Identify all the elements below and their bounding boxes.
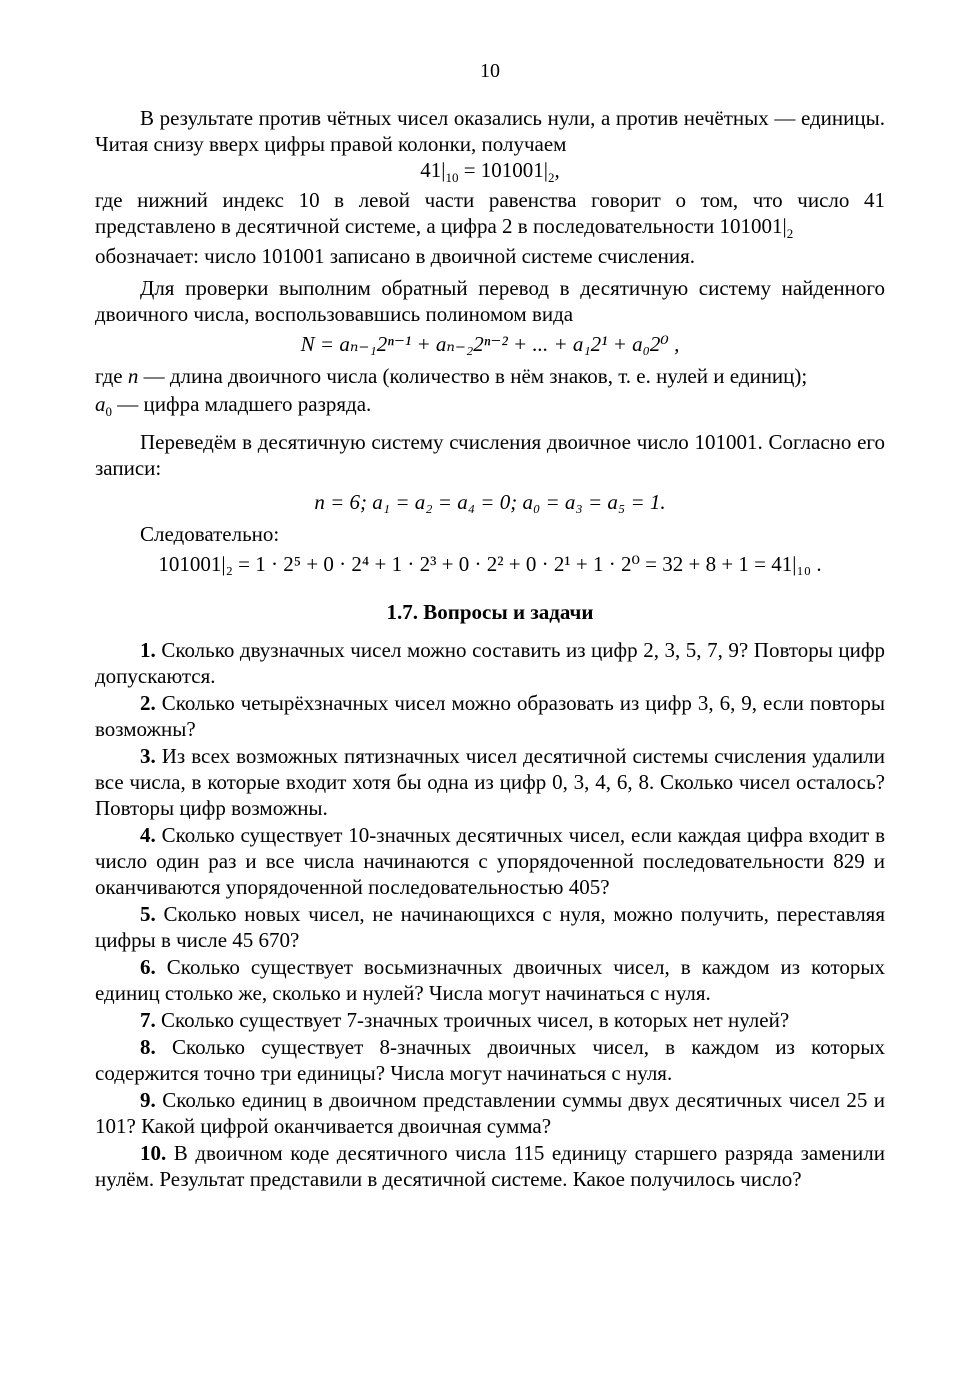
question-7 (95, 1007, 885, 1033)
paragraph-2b: обозначает: число 101001 записано в двоичной системе счисления. (95, 244, 696, 268)
question-text: В двоичном коде десятичного числа 115 единицу старшего разряда заменили нулём. Результат представили в десятичной системе. Какое получилось число? (95, 1141, 885, 1191)
paragraph-2 (95, 187, 885, 242)
paragraph-5: Переведём в десятичную систему счисления двоичное число 101001. Согласно его записи: (95, 430, 885, 480)
body-text (95, 105, 885, 1193)
para4-c: — цифра младшего разряда. (112, 392, 372, 416)
eq1-tail: , (554, 158, 560, 182)
question-text: Сколько двузначных чисел можно составить из цифр 2, 3, 5, 7, 9? Повторы цифр допускаются. (95, 638, 885, 688)
question-text: Сколько единиц в двоичном представлении суммы двух десятичных чисел 25 и 101? Какой цифрой оканчивается двоичная сумма? (95, 1088, 885, 1138)
question-8 (95, 1034, 885, 1086)
para4-b: — длина двоичного числа (количество в нём знаков, т. е. нулей и единиц); (138, 364, 808, 388)
formula-polynomial: N = aₙ₋₁2ⁿ⁻¹ + aₙ₋₂2ⁿ⁻² + ... + a₁2¹ + a₀2⁰ , (300, 332, 680, 356)
question-text: Сколько четырёхзначных чисел можно образовать из цифр 3, 6, 9, если повторы возможны? (95, 691, 885, 741)
equation-41 (95, 157, 885, 186)
formula-sum: 101001|₂ = 1 · 2⁵ + 0 · 2⁴ + 1 · 2³ + 0 · 2² + 0 · 2¹ + 1 · 2⁰ = 32 + 8 + 1 = 41|₁₀ . (158, 552, 822, 576)
question-text: Сколько новых чисел, не начинающихся с нуля, можно получить, переставляя цифры в числе 45 670? (95, 902, 885, 952)
question-6 (95, 954, 885, 1006)
para2-text: где нижний индекс 10 в левой части равенства говорит о том, что число 41 представлено в десятичной системе, а цифра 2 в последовательности 101001| (95, 188, 885, 238)
question-number: 7. (140, 1008, 156, 1032)
question-2 (95, 690, 885, 742)
question-number: 5. (140, 902, 156, 926)
question-5 (95, 901, 885, 953)
eq1-lhs: 41| (420, 158, 446, 182)
section-title: 1.7. Вопросы и задачи (386, 600, 594, 624)
question-number: 3. (140, 744, 156, 768)
question-text: Сколько существует 7-значных троичных чисел, в которых нет нулей? (161, 1008, 790, 1032)
question-3 (95, 743, 885, 821)
question-number: 4. (140, 823, 156, 847)
question-10 (95, 1140, 885, 1192)
paragraph-6: Следовательно: (140, 522, 280, 546)
para2-sub: 2 (786, 226, 794, 242)
question-number: 9. (140, 1088, 156, 1112)
question-number: 6. (140, 955, 156, 979)
page-number: 10 (480, 60, 500, 82)
eq1-rhs-sub: 2 (548, 170, 555, 186)
question-4 (95, 822, 885, 900)
question-text: Из всех возможных пятизначных чисел десятичной системы счисления удалили все числа, в которые входит хотя бы одна из цифр 0, 3, 4, 6, 8. Сколько чисел осталось? Повторы цифр возможны. (95, 744, 885, 820)
eq1-mid: = 101001| (458, 158, 549, 182)
question-number: 10. (140, 1141, 167, 1165)
paragraph-3: Для проверки выполним обратный перевод в десятичную систему найденного двоичного числа, воспользовавшись полиномом вида (95, 276, 885, 326)
questions-list (95, 637, 885, 1192)
question-number: 2. (140, 691, 156, 715)
question-text: Сколько существует 8-значных двоичных чисел, в каждом из которых содержится точно три единицы? Числа могут начинаться с нуля. (95, 1035, 886, 1085)
eq1-lhs-sub: 10 (445, 170, 459, 186)
question-number: 8. (140, 1035, 156, 1059)
question-text: Сколько существует восьмизначных двоичных чисел, в каждом из которых единиц столько же, сколько и нулей? Числа могут начинаться с нуля. (95, 955, 885, 1005)
para4-a0: a (95, 392, 106, 416)
paragraph-4c (95, 391, 885, 420)
paragraph-4 (95, 363, 885, 389)
question-number: 1. (140, 638, 156, 662)
para4-a0-sub: 0 (105, 404, 112, 420)
paragraph-1: В результате против чётных чисел оказались нули, а против нечётных — единицы. Читая снизу вверх цифры правой колонки, получаем (95, 106, 885, 156)
para4-a: где (95, 364, 128, 388)
question-9 (95, 1087, 885, 1139)
question-text: Сколько существует 10-значных десятичных чисел, если каждая цифра входит в число один раз и все числа начинаются с упорядоченной последовательности 829 и оканчиваются упорядоченной последовательностью 405? (95, 823, 886, 899)
question-1 (95, 637, 885, 689)
para4-n: n (127, 364, 139, 388)
formula-coefficients: n = 6; a₁ = a₂ = a₄ = 0; a₀ = a₃ = a₅ = 1. (314, 490, 666, 514)
